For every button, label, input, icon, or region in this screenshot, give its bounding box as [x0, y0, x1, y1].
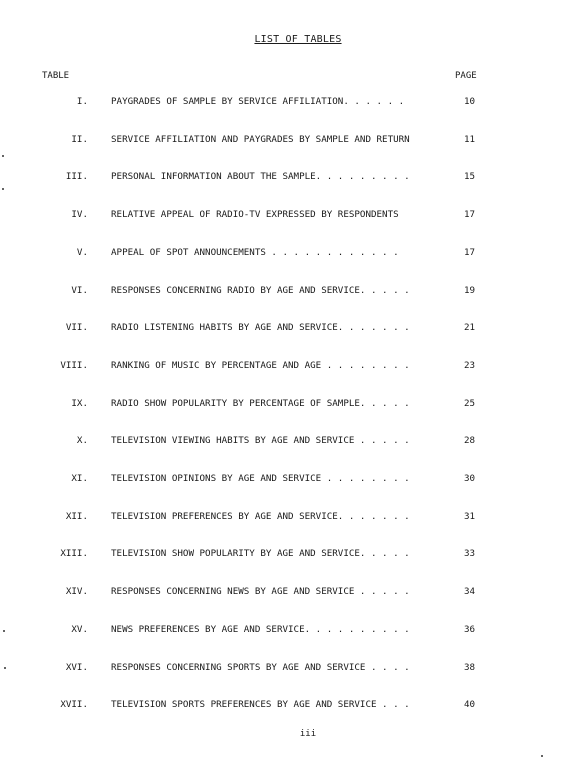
- column-header-page: PAGE: [455, 71, 477, 81]
- table-number: XIV.: [65, 586, 88, 597]
- table-page-number: 33: [464, 548, 476, 559]
- page-number: iii: [299, 729, 317, 739]
- table-number: IV.: [71, 209, 88, 220]
- table-row: [0, 661, 588, 675]
- table-page-number: 38: [464, 662, 476, 673]
- table-title: NEWS PREFERENCES BY AGE AND SERVICE. . . . . . . . . .: [111, 624, 410, 635]
- table-row: [0, 698, 588, 712]
- table-row: [0, 95, 588, 109]
- table-number: VIII.: [60, 360, 88, 371]
- table-row: [0, 170, 588, 184]
- scan-speck: [541, 755, 543, 757]
- table-title: TELEVISION PREFERENCES BY AGE AND SERVICE. . . . . . .: [111, 511, 410, 522]
- table-row: [0, 585, 588, 599]
- column-header-table: TABLE: [42, 71, 70, 81]
- table-title: SERVICE AFFILIATION AND PAYGRADES BY SAMPLE AND RETURN: [111, 134, 410, 145]
- table-title: PERSONAL INFORMATION ABOUT THE SAMPLE. . . . . . . . .: [111, 171, 410, 182]
- table-page-number: 10: [464, 96, 476, 107]
- table-page-number: 11: [464, 134, 476, 145]
- table-number: V.: [76, 247, 88, 258]
- table-row: [0, 434, 588, 448]
- table-title: RADIO SHOW POPULARITY BY PERCENTAGE OF SAMPLE. . . . .: [111, 398, 410, 409]
- table-number: X.: [76, 435, 88, 446]
- table-row: [0, 133, 588, 147]
- table-page-number: 25: [464, 398, 476, 409]
- table-number: VI.: [71, 285, 88, 296]
- table-page-number: 17: [464, 209, 476, 220]
- table-number: XVI.: [65, 662, 88, 673]
- table-title: PAYGRADES OF SAMPLE BY SERVICE AFFILIATION. . . . . .: [111, 96, 405, 107]
- table-number: IX.: [71, 398, 88, 409]
- table-number: VII.: [65, 322, 88, 333]
- table-title: TELEVISION OPINIONS BY AGE AND SERVICE . . . . . . . .: [111, 473, 410, 484]
- table-page-number: 31: [464, 511, 476, 522]
- scan-speck: [2, 188, 4, 190]
- table-number: XV.: [71, 624, 88, 635]
- scan-speck: [4, 667, 6, 669]
- table-page-number: 28: [464, 435, 476, 446]
- table-row: [0, 623, 588, 637]
- table-page-number: 17: [464, 247, 476, 258]
- table-page-number: 15: [464, 171, 476, 182]
- table-title: TELEVISION SPORTS PREFERENCES BY AGE AND SERVICE . . .: [111, 699, 410, 710]
- scan-speck: [2, 155, 4, 157]
- table-number: XIII.: [60, 548, 88, 559]
- table-number: XVII.: [60, 699, 88, 710]
- table-title: RESPONSES CONCERNING SPORTS BY AGE AND SERVICE . . . .: [111, 662, 410, 673]
- table-title: RANKING OF MUSIC BY PERCENTAGE AND AGE . . . . . . . .: [111, 360, 410, 371]
- table-number: II.: [71, 134, 88, 145]
- table-page-number: 30: [464, 473, 476, 484]
- table-title: RESPONSES CONCERNING NEWS BY AGE AND SERVICE . . . . .: [111, 586, 410, 597]
- page-title: LIST OF TABLES: [254, 34, 342, 45]
- scan-speck: [3, 630, 5, 632]
- table-title: TELEVISION SHOW POPULARITY BY AGE AND SERVICE. . . . .: [111, 548, 410, 559]
- table-page-number: 34: [464, 586, 476, 597]
- table-number: I.: [76, 96, 88, 107]
- table-title: RELATIVE APPEAL OF RADIO-TV EXPRESSED BY RESPONDENTS: [111, 209, 399, 220]
- table-row: [0, 208, 588, 222]
- table-page-number: 23: [464, 360, 476, 371]
- table-title: TELEVISION VIEWING HABITS BY AGE AND SERVICE . . . . .: [111, 435, 410, 446]
- table-number: III.: [65, 171, 88, 182]
- table-title: RESPONSES CONCERNING RADIO BY AGE AND SERVICE. . . . .: [111, 285, 410, 296]
- table-row: [0, 359, 588, 373]
- table-title: RADIO LISTENING HABITS BY AGE AND SERVICE. . . . . . .: [111, 322, 410, 333]
- table-row: [0, 397, 588, 411]
- table-title: APPEAL OF SPOT ANNOUNCEMENTS . . . . . . . . . . . .: [111, 247, 399, 258]
- table-row: [0, 547, 588, 561]
- table-row: [0, 321, 588, 335]
- table-row: [0, 510, 588, 524]
- table-number: XII.: [65, 511, 88, 522]
- table-page-number: 19: [464, 285, 476, 296]
- table-page-number: 21: [464, 322, 476, 333]
- table-row: [0, 472, 588, 486]
- table-row: [0, 284, 588, 298]
- table-number: XI.: [71, 473, 88, 484]
- table-page-number: 40: [464, 699, 476, 710]
- table-page-number: 36: [464, 624, 476, 635]
- table-row: [0, 246, 588, 260]
